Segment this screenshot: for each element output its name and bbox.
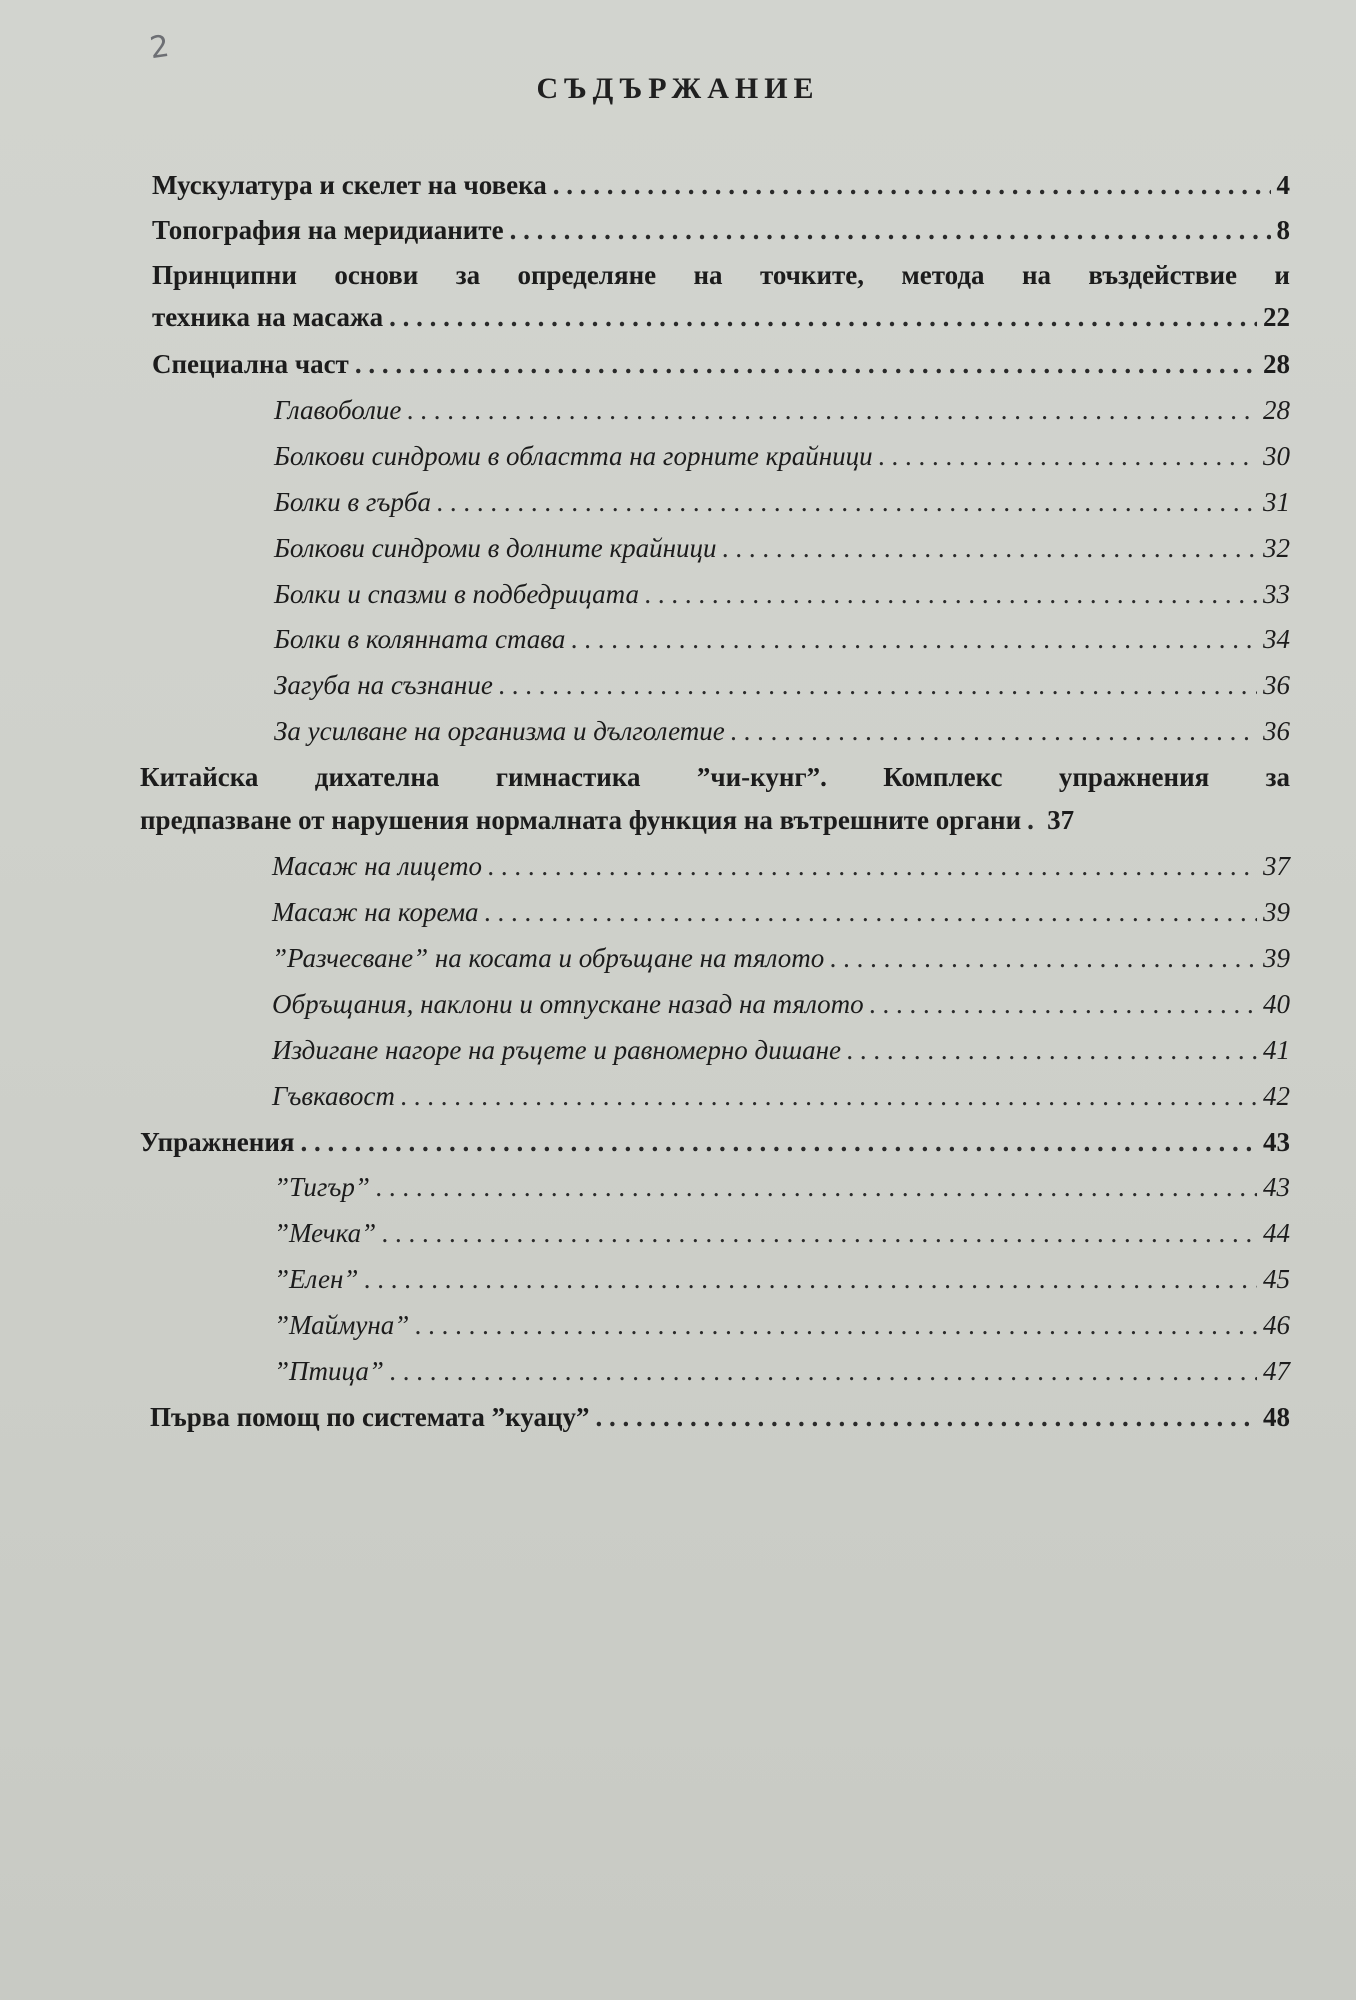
toc-subentry [274, 1262, 1290, 1296]
toc-subentry [274, 668, 1290, 702]
dot-leader [879, 439, 1257, 473]
toc-subentry [274, 577, 1290, 611]
toc-subentry [272, 1079, 1290, 1113]
toc-entry-page: 33 [1263, 579, 1290, 609]
toc-entry-label: Загуба на съзнание [274, 670, 493, 700]
toc-entry-label: Първа помощ по системата ”куацу” [150, 1402, 590, 1432]
toc-entry-label: Обръщания, наклони и отпускане назад на тялото [272, 989, 864, 1019]
toc-subentry [274, 439, 1290, 473]
toc-entry-label: Главоболие [274, 395, 402, 425]
toc-subentry [274, 1308, 1290, 1342]
toc-entry-page: 47 [1263, 1356, 1290, 1386]
word: и [1274, 260, 1290, 290]
word: ”чи-кунг”. [696, 762, 827, 792]
word: упражнения [1058, 762, 1210, 792]
toc-entry-label: Болкови синдроми в долните крайници [274, 533, 717, 563]
dot-leader [571, 622, 1257, 656]
dot-leader [596, 1400, 1257, 1434]
dot-leader [553, 168, 1271, 202]
word: основи [334, 260, 419, 290]
toc-entry-page: 36 [1263, 670, 1290, 700]
dot-leader [485, 895, 1257, 929]
toc-entry-label: Специална част [152, 349, 349, 379]
toc-entry-page: 44 [1263, 1218, 1290, 1248]
word: Комплекс [883, 762, 1003, 792]
dot-leader [499, 668, 1257, 702]
dot-leader [510, 213, 1271, 247]
toc-entry-label: Мускулатура и скелет на човека [152, 170, 547, 200]
toc-subentry [274, 531, 1290, 565]
toc-subentry [272, 987, 1290, 1021]
word: въздействие [1088, 260, 1237, 290]
toc-entry-label: Издигане нагоре на ръцете и равномерно дишане [272, 1035, 841, 1065]
dot-leader [376, 1170, 1257, 1204]
toc-entry-page: 34 [1263, 624, 1290, 654]
toc-entry-label: За усилване на организма и дълголетие [274, 716, 725, 746]
toc-entry-page: 40 [1263, 989, 1290, 1019]
toc-entry-page: 39 [1263, 897, 1290, 927]
toc-entry-page: 4 [1276, 170, 1290, 200]
toc-entry-label-line1 [152, 258, 1290, 292]
word: Китайска [140, 762, 259, 792]
toc-entry-page: 48 [1263, 1402, 1290, 1432]
toc-entry [150, 1400, 1290, 1434]
toc-entry-label: ”Разчесване” на косата и обръщане на тялото [272, 943, 825, 973]
toc-entry-label: Масаж на корема [272, 897, 479, 927]
toc-entry-label: техника на масажа [152, 302, 384, 332]
toc-entry-label: Болкови синдроми в областта на горните крайници [274, 441, 873, 471]
toc-entry-page: 28 [1263, 395, 1290, 425]
dot-leader [847, 1033, 1257, 1067]
word: определяне [517, 260, 657, 290]
page-title: СЪДЪРЖАНИЕ [536, 72, 820, 105]
dot-leader [437, 485, 1257, 519]
dot-leader [364, 1262, 1257, 1296]
word: точките, [759, 260, 864, 290]
toc-entry-label: Топография на меридианите [152, 215, 504, 245]
toc-subentry [274, 1354, 1290, 1388]
toc-subentry [274, 714, 1290, 748]
toc-subentry [274, 1170, 1290, 1204]
toc-entry-label: предпазване от нарушения нормалната функция на вътрешните органи [140, 805, 1022, 835]
toc-subentry [272, 895, 1290, 929]
toc-subentry [274, 622, 1290, 656]
toc-entry-page: 37 [1047, 805, 1075, 835]
toc-entry-page: 45 [1263, 1264, 1290, 1294]
dot-leader [407, 393, 1257, 427]
word: метода [901, 260, 985, 290]
toc-entry-page: 30 [1263, 441, 1290, 471]
toc-entry [152, 168, 1290, 202]
word: гимнастика [495, 762, 641, 792]
toc-entry [152, 347, 1290, 381]
toc-subentry [274, 393, 1290, 427]
toc-entry-page: 42 [1263, 1081, 1290, 1111]
dot-leader [415, 1308, 1257, 1342]
toc-entry [140, 1125, 1290, 1159]
toc-entry-label: ”Елен” [274, 1264, 359, 1294]
word: дихателна [314, 762, 440, 792]
dot-leader [830, 941, 1257, 975]
toc-entry-page: 22 [1263, 302, 1290, 332]
toc-subentry [272, 1033, 1290, 1067]
pencil-mark: 2 [147, 28, 172, 67]
dot-leader [645, 577, 1257, 611]
toc-entry-page: 43 [1263, 1172, 1290, 1202]
toc-entry-label: Болки в гърба [274, 487, 432, 517]
dot-leader [722, 531, 1257, 565]
toc-entry-label: Болки и спазми в подбедрицата [274, 579, 639, 609]
toc-entry-label: ”Птица” [274, 1356, 384, 1386]
dot-leader [355, 347, 1257, 381]
dot-leader [870, 987, 1257, 1021]
word: на [693, 260, 723, 290]
toc-entry-label: Болки в колянната става [274, 624, 566, 654]
word: за [1265, 762, 1290, 792]
toc-entry-page: 28 [1263, 349, 1290, 379]
toc-entry-label: Упражнения [140, 1127, 295, 1157]
toc-entry-page: 8 [1276, 215, 1290, 245]
dot-leader [389, 300, 1257, 334]
dot-leader [731, 714, 1257, 748]
toc-entry-page: 39 [1263, 943, 1290, 973]
toc-entry-page: 31 [1263, 487, 1290, 517]
word: на [1021, 260, 1052, 290]
toc-entry-page: 37 [1263, 851, 1290, 881]
word: Принципни [152, 260, 297, 290]
dot-leader [301, 1125, 1257, 1159]
toc-entry-label-line1 [140, 760, 1290, 794]
toc-entry-page: 36 [1263, 716, 1290, 746]
dot-leader [488, 849, 1257, 883]
toc-entry [152, 213, 1290, 247]
dot-leader [401, 1079, 1257, 1113]
toc-entry-page: 41 [1263, 1035, 1290, 1065]
toc-subentry [272, 941, 1290, 975]
toc-entry-label: ”Тигър” [274, 1172, 370, 1202]
word: за [455, 260, 481, 290]
toc-entry [140, 803, 1290, 837]
toc-entry-page: 32 [1263, 533, 1290, 563]
toc-subentry [274, 1216, 1290, 1250]
toc-entry-label: Гъвкавост [272, 1081, 395, 1111]
toc-entry-label: Масаж на лицето [272, 851, 482, 881]
dot-leader [1027, 803, 1041, 837]
toc-subentry [272, 849, 1290, 883]
toc-subentry [274, 485, 1290, 519]
toc-entry-page: 43 [1263, 1127, 1290, 1157]
toc-entry [152, 300, 1290, 334]
toc-entry-label: ”Мечка” [274, 1218, 377, 1248]
dot-leader [382, 1216, 1257, 1250]
toc-entry-label: ”Маймуна” [274, 1310, 410, 1340]
toc-entry-page: 46 [1263, 1310, 1290, 1340]
dot-leader [390, 1354, 1257, 1388]
